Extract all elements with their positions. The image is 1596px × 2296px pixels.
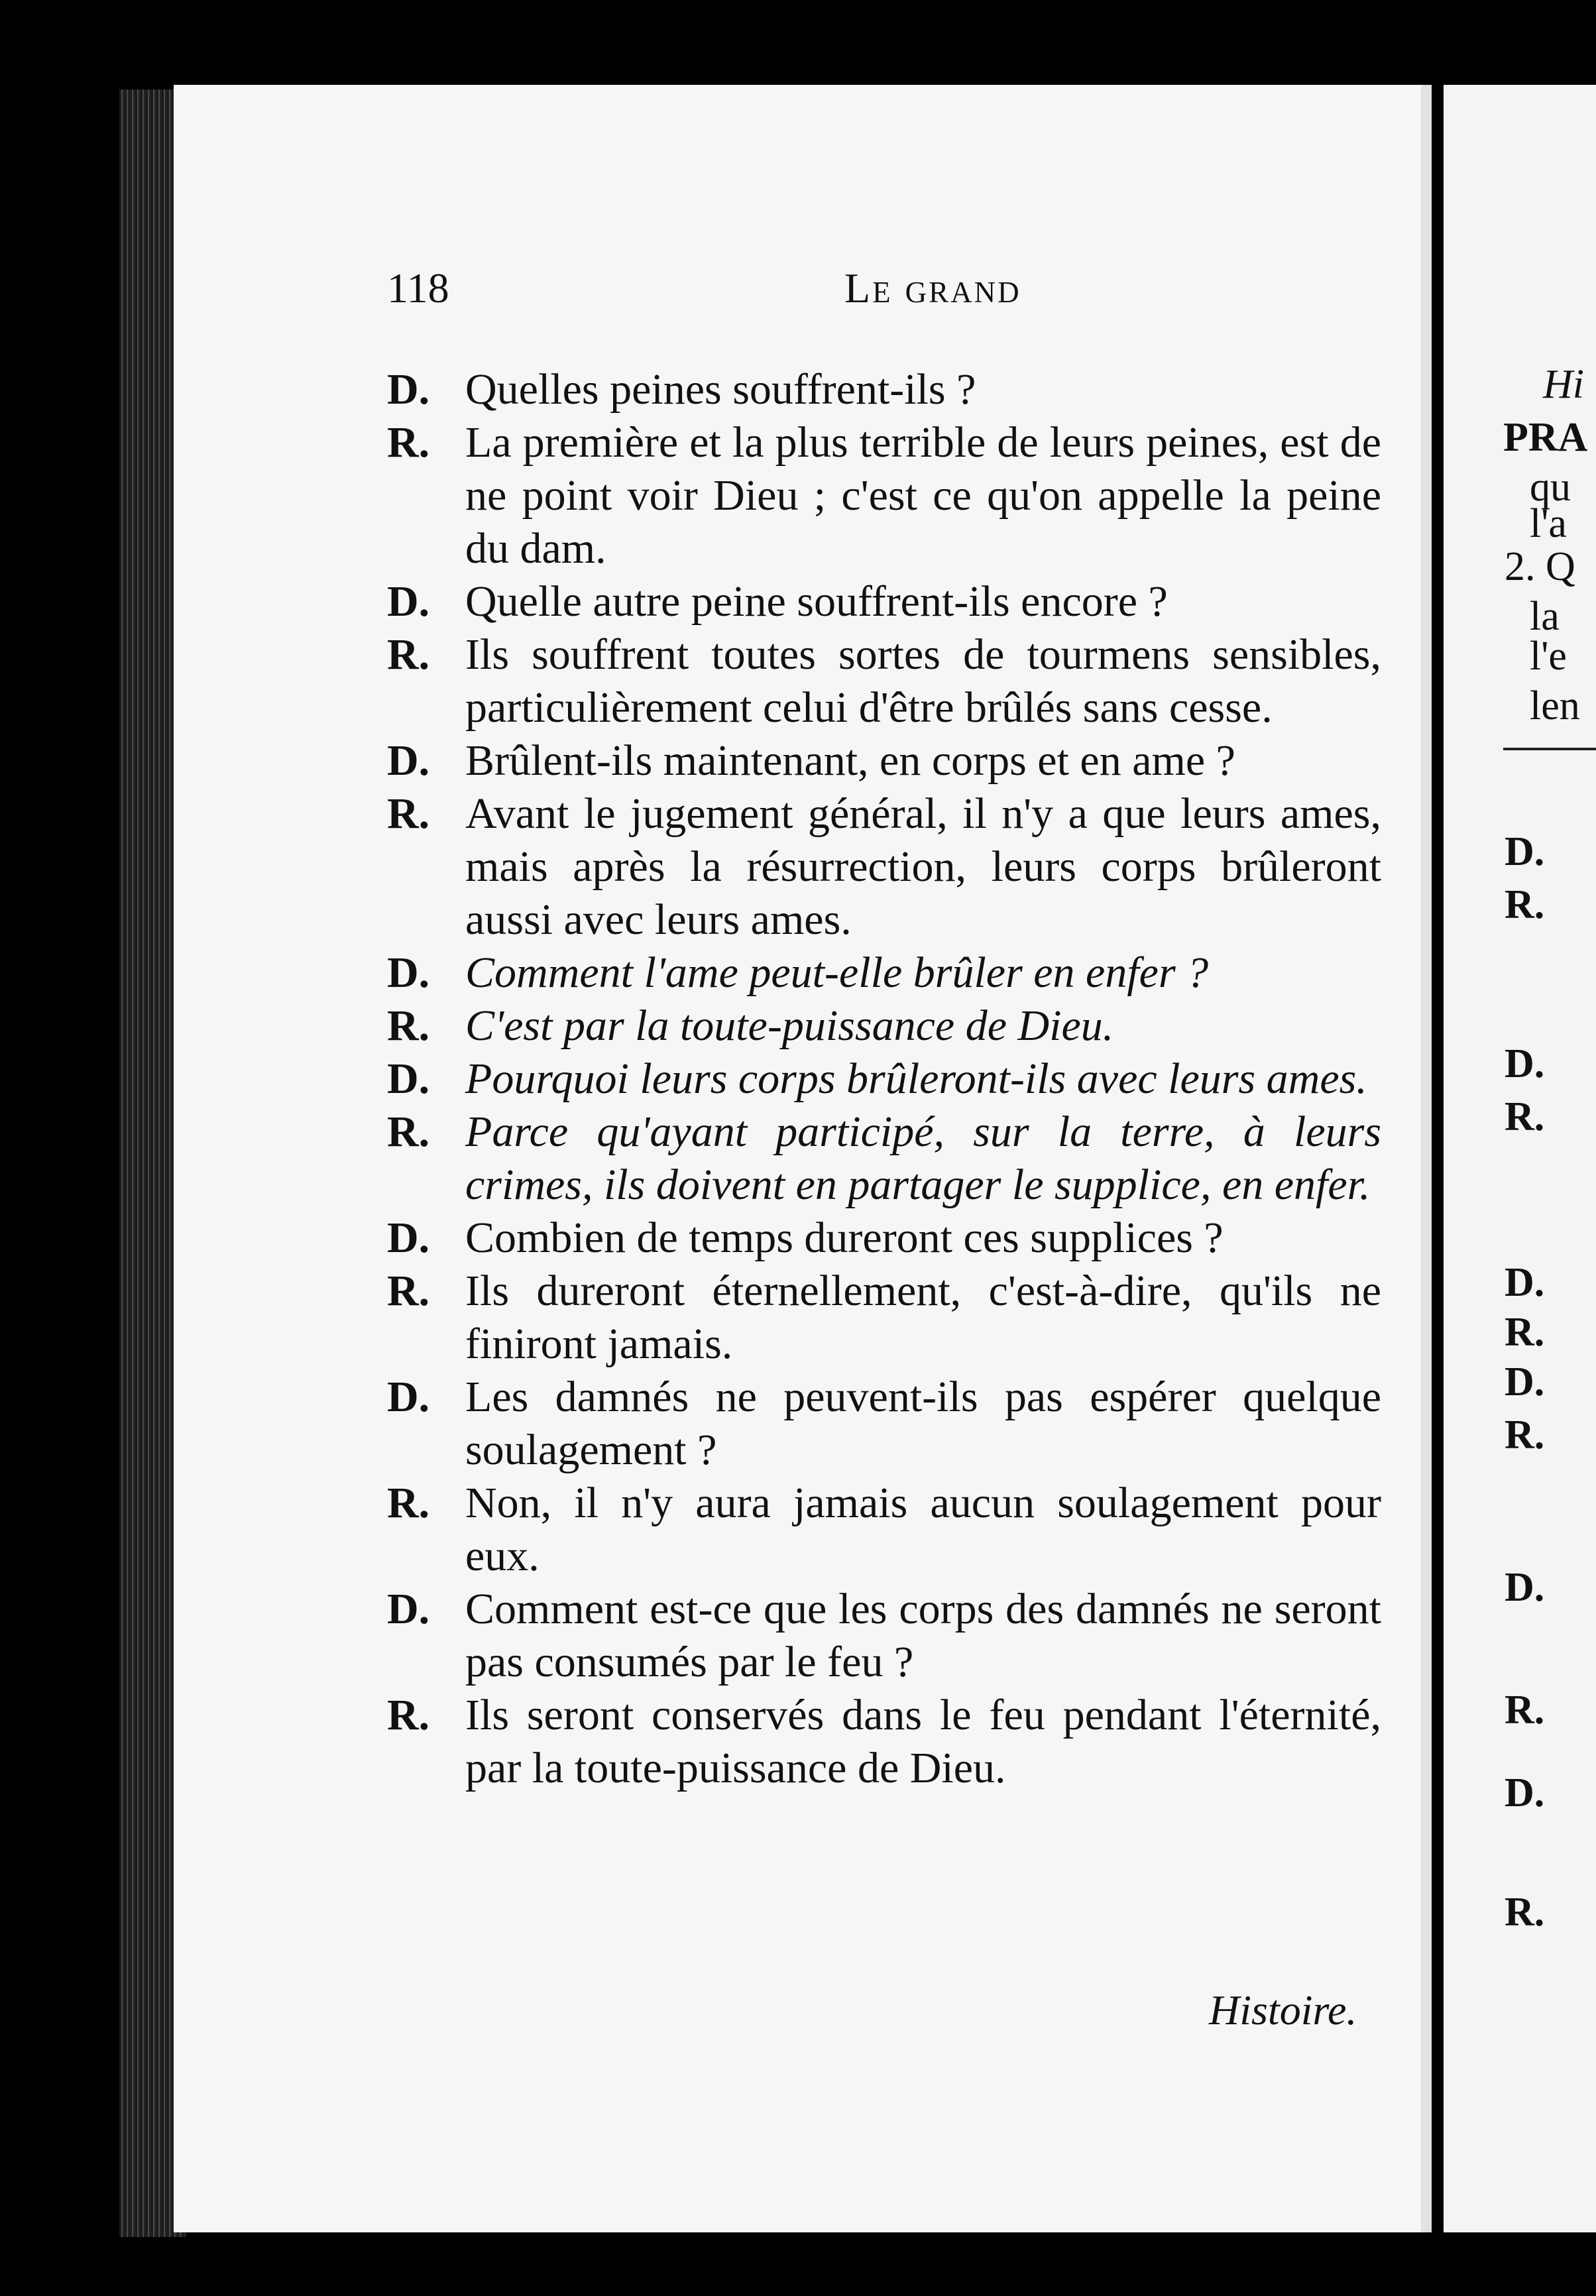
entry-marker: R. bbox=[387, 1691, 430, 1739]
answer-entry bbox=[387, 1689, 1381, 1795]
facing-page-line: R. bbox=[1505, 1412, 1545, 1458]
entry-marker: R. bbox=[387, 630, 430, 679]
entry-text: Quelle autre peine souffrent-ils encore ? bbox=[465, 577, 1168, 626]
entry-text: Ils dureront éternellement, c'est-à-dire, qu'ils ne finiront jamais. bbox=[465, 1267, 1381, 1368]
entry-marker: D. bbox=[387, 1373, 430, 1421]
facing-page-line: qu bbox=[1530, 465, 1571, 510]
running-title: Le grand bbox=[844, 264, 1021, 312]
entry-text: Comment l'ame peut-elle brûler en enfer ? bbox=[465, 948, 1209, 997]
facing-page-line: len bbox=[1530, 683, 1580, 728]
entry-marker: R. bbox=[387, 1002, 430, 1050]
facing-page-line: R. bbox=[1505, 1310, 1545, 1355]
entry-text: Ils souffrent toutes sortes de tourmens sensibles, particulièrement celui d'être brûlés sans cesse. bbox=[465, 630, 1381, 732]
entry-marker: D. bbox=[387, 1055, 430, 1103]
question-entry bbox=[387, 1583, 1381, 1689]
question-entry bbox=[387, 575, 1381, 628]
facing-page-line: l'a bbox=[1530, 501, 1567, 546]
facing-page-line: 2. Q bbox=[1505, 544, 1575, 589]
facing-page-line: D. bbox=[1505, 1770, 1545, 1815]
facing-page-line: R. bbox=[1505, 1688, 1545, 1733]
question-entry bbox=[387, 363, 1381, 416]
facing-page-line: R. bbox=[1505, 882, 1545, 927]
answer-entry bbox=[387, 1106, 1381, 1212]
question-entry bbox=[387, 1212, 1381, 1265]
facing-page-fragment bbox=[1444, 85, 1596, 2232]
entry-marker: R. bbox=[387, 789, 430, 838]
entry-marker: R. bbox=[387, 1267, 430, 1315]
answer-entry bbox=[387, 416, 1381, 575]
answer-entry bbox=[387, 1265, 1381, 1371]
entry-text: Pourquoi leurs corps brûleront-ils avec leurs ames. bbox=[465, 1055, 1367, 1103]
answer-entry bbox=[387, 628, 1381, 734]
entry-marker: D. bbox=[387, 736, 430, 785]
entry-text: Non, il n'y aura jamais aucun soulagement pour eux. bbox=[465, 1479, 1381, 1580]
question-entry bbox=[387, 947, 1381, 1000]
question-entry bbox=[387, 734, 1381, 787]
facing-page-rule bbox=[1503, 748, 1596, 750]
facing-page-line: R. bbox=[1505, 1094, 1545, 1139]
facing-page-line: D. bbox=[1505, 1260, 1545, 1305]
entry-marker: D. bbox=[387, 577, 430, 626]
facing-page-line: l'e bbox=[1530, 634, 1567, 679]
entry-marker: D. bbox=[387, 1585, 430, 1633]
facing-page-line: D. bbox=[1505, 1359, 1545, 1405]
question-entry bbox=[387, 1053, 1381, 1106]
facing-page-line: PRA bbox=[1503, 415, 1588, 460]
catchword: Histoire. bbox=[1209, 1986, 1357, 2034]
entry-marker: D. bbox=[387, 365, 430, 414]
page-number: 118 bbox=[387, 264, 449, 312]
entry-marker: R. bbox=[387, 1479, 430, 1527]
facing-page-line: Hi bbox=[1543, 362, 1584, 407]
entry-text: La première et la plus terrible de leurs peines, est de ne point voir Dieu ; c'est ce qu'on appelle la peine du dam. bbox=[465, 418, 1381, 573]
entry-text: Avant le jugement général, il n'y a que leurs ames, mais après la résurrection, leurs corps brûleront aussi avec leurs ames. bbox=[465, 789, 1381, 944]
answer-entry bbox=[387, 1000, 1381, 1053]
facing-page-line: D. bbox=[1505, 829, 1545, 874]
facing-page-line: D. bbox=[1505, 1041, 1545, 1086]
catechism-text bbox=[387, 363, 1381, 1795]
entry-text: Comment est-ce que les corps des damnés ne seront pas consumés par le feu ? bbox=[465, 1585, 1381, 1686]
entry-text: Combien de temps dureront ces supplices ? bbox=[465, 1214, 1224, 1262]
entry-marker: D. bbox=[387, 1214, 430, 1262]
facing-page-line: la bbox=[1530, 594, 1560, 639]
question-entry bbox=[387, 1371, 1381, 1477]
entry-marker: D. bbox=[387, 948, 430, 997]
facing-page-line: R. bbox=[1505, 1890, 1545, 1935]
entry-text: Quelles peines souffrent-ils ? bbox=[465, 365, 976, 414]
entry-text: Ils seront conservés dans le feu pendant l'éternité, par la toute-puissance de Dieu. bbox=[465, 1691, 1381, 1792]
entry-marker: R. bbox=[387, 1108, 430, 1156]
entry-marker: R. bbox=[387, 418, 430, 467]
entry-text: Brûlent-ils maintenant, en corps et en ame ? bbox=[465, 736, 1235, 785]
entry-text: Les damnés ne peuvent-ils pas espérer quelque soulagement ? bbox=[465, 1373, 1381, 1474]
facing-page-line: D. bbox=[1505, 1565, 1545, 1610]
entry-text: C'est par la toute-puissance de Dieu. bbox=[465, 1002, 1114, 1050]
answer-entry bbox=[387, 787, 1381, 947]
entry-text: Parce qu'ayant participé, sur la terre, à leurs crimes, ils doivent en partager le supplice, en enfer. bbox=[465, 1108, 1381, 1209]
answer-entry bbox=[387, 1477, 1381, 1583]
running-header bbox=[387, 264, 1076, 317]
